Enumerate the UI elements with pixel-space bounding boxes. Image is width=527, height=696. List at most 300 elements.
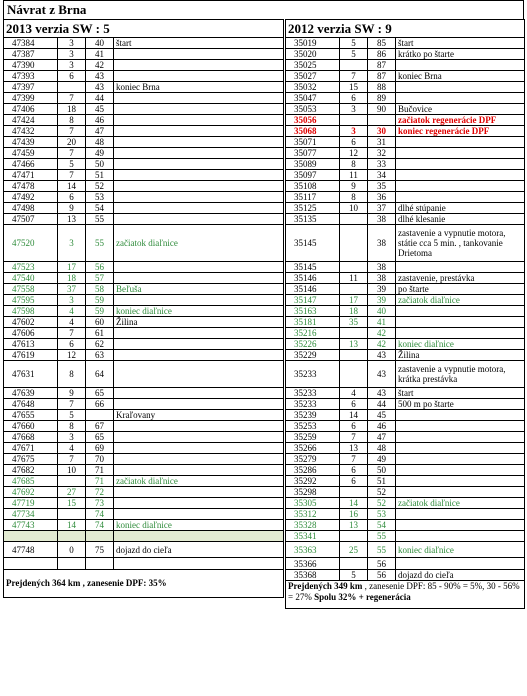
table-row: [286, 126, 525, 137]
value-cell: 50: [86, 159, 114, 170]
distance-cell: [340, 225, 368, 262]
distance-cell: 9: [58, 388, 86, 399]
table-row: [4, 159, 284, 170]
odometer-cell: 47598: [4, 306, 58, 317]
distance-cell: 14: [58, 181, 86, 192]
distance-cell: [340, 531, 368, 542]
value-cell: 51: [86, 170, 114, 181]
table-row: [4, 531, 284, 542]
note-cell: koniec diaľnice: [114, 520, 284, 531]
value-cell: 56: [368, 570, 396, 581]
distance-cell: 5: [340, 38, 368, 49]
distance-cell: [340, 558, 368, 570]
note-cell: [396, 317, 525, 328]
odometer-cell: 47660: [4, 421, 58, 432]
distance-cell: 15: [58, 498, 86, 509]
distance-cell: 6: [58, 192, 86, 203]
odometer-cell: 35328: [286, 520, 340, 531]
table-row: [286, 71, 525, 82]
distance-cell: 14: [340, 410, 368, 421]
odometer-cell: 35286: [286, 465, 340, 476]
table-row: [4, 214, 284, 225]
table-row: [286, 93, 525, 104]
table-row: [286, 49, 525, 60]
distance-cell: 5: [340, 49, 368, 60]
odometer-cell: 47671: [4, 443, 58, 454]
table-row: [286, 361, 525, 388]
odometer-cell: 35363: [286, 542, 340, 558]
odometer-cell: 47459: [4, 148, 58, 159]
note-cell: [114, 388, 284, 399]
odometer-cell: 47631: [4, 361, 58, 388]
note-cell: zastavenie a vypnutie motora, státie cca 5 min. , tankovanie Drietoma: [396, 225, 525, 262]
note-cell: [114, 328, 284, 339]
odometer-cell: 47668: [4, 432, 58, 443]
odometer-cell: 47682: [4, 465, 58, 476]
odometer-cell: 35305: [286, 498, 340, 509]
value-cell: 30: [368, 126, 396, 137]
value-cell: 66: [86, 399, 114, 410]
odometer-cell: 47675: [4, 454, 58, 465]
value-cell: 59: [86, 295, 114, 306]
note-cell: [114, 531, 284, 542]
distance-cell: 6: [340, 465, 368, 476]
distance-cell: 18: [340, 306, 368, 317]
odometer-cell: 35292: [286, 476, 340, 487]
note-cell: [114, 361, 284, 388]
distance-cell: 11: [340, 273, 368, 284]
note-cell: [114, 399, 284, 410]
note-cell: začiatok regenerácie DPF: [396, 115, 525, 126]
table-row: [286, 104, 525, 115]
table-row: [4, 192, 284, 203]
note-cell: koniec diaľnice: [396, 542, 525, 558]
table-row: [286, 273, 525, 284]
table-row: [286, 214, 525, 225]
note-cell: [114, 465, 284, 476]
table-row: [4, 82, 284, 93]
table-row: [286, 295, 525, 306]
odometer-cell: 47492: [4, 192, 58, 203]
note-cell: [114, 454, 284, 465]
value-cell: 61: [86, 328, 114, 339]
distance-cell: 4: [58, 317, 86, 328]
odometer-cell: 35025: [286, 60, 340, 71]
table-row: [286, 82, 525, 93]
odometer-cell: 35341: [286, 531, 340, 542]
table-row: [4, 49, 284, 60]
value-cell: 31: [368, 137, 396, 148]
distance-cell: 12: [340, 148, 368, 159]
value-cell: 69: [86, 443, 114, 454]
note-cell: [114, 339, 284, 350]
note-cell: [114, 71, 284, 82]
table-row: [286, 38, 525, 49]
table-row: [286, 498, 525, 509]
distance-cell: 6: [340, 93, 368, 104]
distance-cell: [340, 284, 368, 295]
table-row: [286, 306, 525, 317]
odometer-cell: 47595: [4, 295, 58, 306]
odometer-cell: 47399: [4, 93, 58, 104]
table-row: [4, 115, 284, 126]
value-cell: 38: [368, 262, 396, 273]
table-row: [4, 71, 284, 82]
table-row: [4, 317, 284, 328]
note-cell: [396, 192, 525, 203]
table-row: [4, 38, 284, 49]
value-cell: 67: [86, 421, 114, 432]
odometer-cell: 47498: [4, 203, 58, 214]
distance-cell: [58, 509, 86, 520]
value-cell: 71: [86, 465, 114, 476]
distance-cell: 4: [58, 443, 86, 454]
value-cell: 38: [368, 214, 396, 225]
value-cell: 42: [86, 60, 114, 71]
table-row: [4, 339, 284, 350]
distance-cell: [58, 476, 86, 487]
footer-summary: Prejdených 364 km , zanesenie DPF: 35%: [4, 570, 284, 598]
page-title: Návrat z Brna: [3, 0, 524, 19]
odometer-cell: 47507: [4, 214, 58, 225]
odometer-cell: 35053: [286, 104, 340, 115]
table-row: [4, 93, 284, 104]
odometer-cell: 47424: [4, 115, 58, 126]
value-cell: 50: [368, 465, 396, 476]
value-cell: [368, 115, 396, 126]
note-cell: [114, 262, 284, 273]
odometer-cell: 35266: [286, 443, 340, 454]
odometer-cell: 47432: [4, 126, 58, 137]
note-cell: [114, 148, 284, 159]
table-row: [4, 432, 284, 443]
table-row: [286, 432, 525, 443]
value-cell: 42: [368, 339, 396, 350]
note-cell: [396, 421, 525, 432]
table-row: [4, 443, 284, 454]
odometer-cell: 35147: [286, 295, 340, 306]
value-cell: 88: [368, 82, 396, 93]
note-cell: koniec diaľnice: [114, 306, 284, 317]
note-cell: Kraľovany: [114, 410, 284, 421]
distance-cell: 5: [58, 159, 86, 170]
note-cell: koniec Brna: [396, 71, 525, 82]
value-cell: 85: [368, 38, 396, 49]
odometer-cell: 47390: [4, 60, 58, 71]
distance-cell: 16: [340, 509, 368, 520]
distance-cell: [340, 115, 368, 126]
distance-cell: 9: [58, 203, 86, 214]
value-cell: [86, 531, 114, 542]
odometer-cell: 47685: [4, 476, 58, 487]
note-cell: [396, 82, 525, 93]
value-cell: 43: [368, 350, 396, 361]
odometer-cell: 35056: [286, 115, 340, 126]
table-row: [286, 465, 525, 476]
odometer-cell: 47606: [4, 328, 58, 339]
note-cell: Bučovice: [396, 104, 525, 115]
value-cell: 44: [368, 399, 396, 410]
note-cell: [396, 137, 525, 148]
value-cell: 64: [86, 361, 114, 388]
table-row: [286, 328, 525, 339]
value-cell: 56: [368, 558, 396, 570]
odometer-cell: 47393: [4, 71, 58, 82]
value-cell: 59: [86, 306, 114, 317]
table-row: [286, 531, 525, 542]
distance-cell: 3: [340, 104, 368, 115]
odometer-cell: 35368: [286, 570, 340, 581]
odometer-cell: 35068: [286, 126, 340, 137]
odometer-cell: 47748: [4, 542, 58, 558]
odometer-cell: 35020: [286, 49, 340, 60]
value-cell: 54: [86, 203, 114, 214]
distance-cell: 6: [58, 339, 86, 350]
distance-cell: 18: [58, 273, 86, 284]
note-cell: štart: [114, 38, 284, 49]
odometer-cell: 35181: [286, 317, 340, 328]
value-cell: 53: [86, 192, 114, 203]
distance-cell: 13: [340, 520, 368, 531]
odometer-cell: 47520: [4, 225, 58, 262]
value-cell: 43: [368, 361, 396, 388]
distance-cell: 5: [340, 570, 368, 581]
note-cell: [114, 93, 284, 104]
distance-cell: 10: [340, 203, 368, 214]
odometer-cell: 35145: [286, 225, 340, 262]
odometer-cell: 47439: [4, 137, 58, 148]
table-row: [286, 476, 525, 487]
note-cell: [114, 126, 284, 137]
table-row: [286, 192, 525, 203]
value-cell: 70: [86, 454, 114, 465]
table-row: [286, 284, 525, 295]
table-footer: [4, 570, 284, 598]
odometer-cell: 35279: [286, 454, 340, 465]
distance-cell: [340, 487, 368, 498]
odometer-cell: 47397: [4, 82, 58, 93]
value-cell: 46: [86, 115, 114, 126]
table-row: [286, 388, 525, 399]
distance-cell: 37: [58, 284, 86, 295]
note-cell: [114, 159, 284, 170]
table-row: [4, 328, 284, 339]
distance-cell: 7: [58, 93, 86, 104]
odometer-cell: 47478: [4, 181, 58, 192]
odometer-cell: 35125: [286, 203, 340, 214]
value-cell: 43: [86, 82, 114, 93]
distance-cell: 7: [58, 328, 86, 339]
distance-cell: [58, 82, 86, 93]
odometer-cell: 47655: [4, 410, 58, 421]
distance-cell: 13: [340, 339, 368, 350]
note-cell: [114, 181, 284, 192]
value-cell: 43: [368, 388, 396, 399]
distance-cell: 10: [58, 465, 86, 476]
table-header: 2013 verzia SW : 5: [4, 20, 284, 38]
distance-cell: 6: [340, 137, 368, 148]
note-cell: [396, 148, 525, 159]
note-cell: [396, 60, 525, 71]
table-row: [286, 60, 525, 71]
odometer-cell: 47648: [4, 399, 58, 410]
value-cell: 72: [86, 487, 114, 498]
odometer-cell: 35027: [286, 71, 340, 82]
footer-total: Spolu 32% + regenerácia: [314, 592, 411, 602]
value-cell: 62: [86, 339, 114, 350]
note-cell: Žilina: [114, 317, 284, 328]
value-cell: 55: [86, 214, 114, 225]
note-cell: koniec diaľnice: [396, 339, 525, 350]
table-row: [286, 339, 525, 350]
odometer-cell: 35146: [286, 284, 340, 295]
distance-cell: 7: [58, 454, 86, 465]
note-cell: štart: [396, 38, 525, 49]
note-cell: začiatok diaľnice: [114, 476, 284, 487]
odometer-cell: 47734: [4, 509, 58, 520]
value-cell: 87: [368, 60, 396, 71]
distance-cell: 25: [340, 542, 368, 558]
distance-cell: 7: [58, 399, 86, 410]
odometer-cell: 47613: [4, 339, 58, 350]
table-row: [4, 399, 284, 410]
odometer-cell: 35032: [286, 82, 340, 93]
distance-cell: 0: [58, 542, 86, 558]
table-row: [286, 454, 525, 465]
table-row: [286, 350, 525, 361]
value-cell: 74: [86, 520, 114, 531]
distance-cell: 11: [340, 170, 368, 181]
table-row: [4, 509, 284, 520]
distance-cell: 8: [340, 192, 368, 203]
value-cell: 74: [86, 509, 114, 520]
value-cell: 87: [368, 71, 396, 82]
note-cell: koniec regenerácie DPF: [396, 126, 525, 137]
value-cell: 52: [368, 498, 396, 509]
table-2013: [3, 19, 283, 598]
table-row: [286, 443, 525, 454]
value-cell: 52: [86, 181, 114, 192]
distance-cell: 3: [58, 60, 86, 71]
note-cell: [114, 421, 284, 432]
table-row: [4, 60, 284, 71]
value-cell: 40: [86, 38, 114, 49]
value-cell: 71: [86, 476, 114, 487]
table-row: [4, 498, 284, 509]
table-row: [286, 159, 525, 170]
value-cell: 40: [368, 306, 396, 317]
distance-cell: 14: [58, 520, 86, 531]
value-cell: 75: [86, 542, 114, 558]
distance-cell: 7: [58, 170, 86, 181]
odometer-cell: 35312: [286, 509, 340, 520]
note-cell: [114, 104, 284, 115]
odometer-cell: 47558: [4, 284, 58, 295]
distance-cell: 17: [58, 262, 86, 273]
note-cell: [114, 115, 284, 126]
note-cell: [396, 531, 525, 542]
odometer-cell: 35097: [286, 170, 340, 181]
note-cell: [396, 93, 525, 104]
table-row: [4, 225, 284, 262]
table-row: [286, 148, 525, 159]
note-cell: [396, 520, 525, 531]
distance-cell: 6: [340, 421, 368, 432]
value-cell: 42: [368, 328, 396, 339]
note-cell: [396, 181, 525, 192]
value-cell: 46: [368, 421, 396, 432]
table-row: [4, 137, 284, 148]
table-row: [4, 558, 284, 570]
table-row: [286, 203, 525, 214]
value-cell: 43: [86, 71, 114, 82]
table-row: [4, 148, 284, 159]
table-row: [4, 306, 284, 317]
value-cell: 41: [368, 317, 396, 328]
note-cell: [114, 487, 284, 498]
distance-cell: 14: [340, 498, 368, 509]
value-cell: 34: [368, 170, 396, 181]
value-cell: 39: [368, 295, 396, 306]
value-cell: 38: [368, 225, 396, 262]
odometer-cell: 47692: [4, 487, 58, 498]
value-cell: 55: [86, 225, 114, 262]
table-row: [286, 137, 525, 148]
note-cell: koniec Brna: [114, 82, 284, 93]
table-row: [286, 570, 525, 581]
odometer-cell: 47602: [4, 317, 58, 328]
distance-cell: 5: [58, 410, 86, 421]
table-row: [4, 284, 284, 295]
distance-cell: 6: [340, 399, 368, 410]
odometer-cell: 35216: [286, 328, 340, 339]
distance-cell: 3: [58, 225, 86, 262]
note-cell: [114, 60, 284, 71]
distance-cell: 3: [340, 126, 368, 137]
value-cell: 58: [86, 284, 114, 295]
distance-cell: 6: [58, 71, 86, 82]
value-cell: 89: [368, 93, 396, 104]
table-row: [286, 558, 525, 570]
table-row: [4, 388, 284, 399]
note-cell: Beľuša: [114, 284, 284, 295]
note-cell: po štarte: [396, 284, 525, 295]
odometer-cell: 35089: [286, 159, 340, 170]
value-cell: 63: [86, 350, 114, 361]
value-cell: 33: [368, 159, 396, 170]
value-cell: 73: [86, 498, 114, 509]
value-cell: 86: [368, 49, 396, 60]
note-cell: [396, 454, 525, 465]
odometer-cell: 47384: [4, 38, 58, 49]
table-row: [4, 273, 284, 284]
value-cell: 53: [368, 509, 396, 520]
note-cell: [114, 509, 284, 520]
table-row: [4, 262, 284, 273]
value-cell: 47: [368, 432, 396, 443]
note-cell: [114, 170, 284, 181]
odometer-cell: 35146: [286, 273, 340, 284]
note-cell: [396, 306, 525, 317]
odometer-cell: 47387: [4, 49, 58, 60]
distance-cell: 18: [58, 104, 86, 115]
distance-cell: 6: [340, 476, 368, 487]
odometer-cell: 35077: [286, 148, 340, 159]
odometer-cell: 35366: [286, 558, 340, 570]
note-cell: [396, 465, 525, 476]
odometer-cell: 35233: [286, 361, 340, 388]
note-cell: štart: [396, 388, 525, 399]
